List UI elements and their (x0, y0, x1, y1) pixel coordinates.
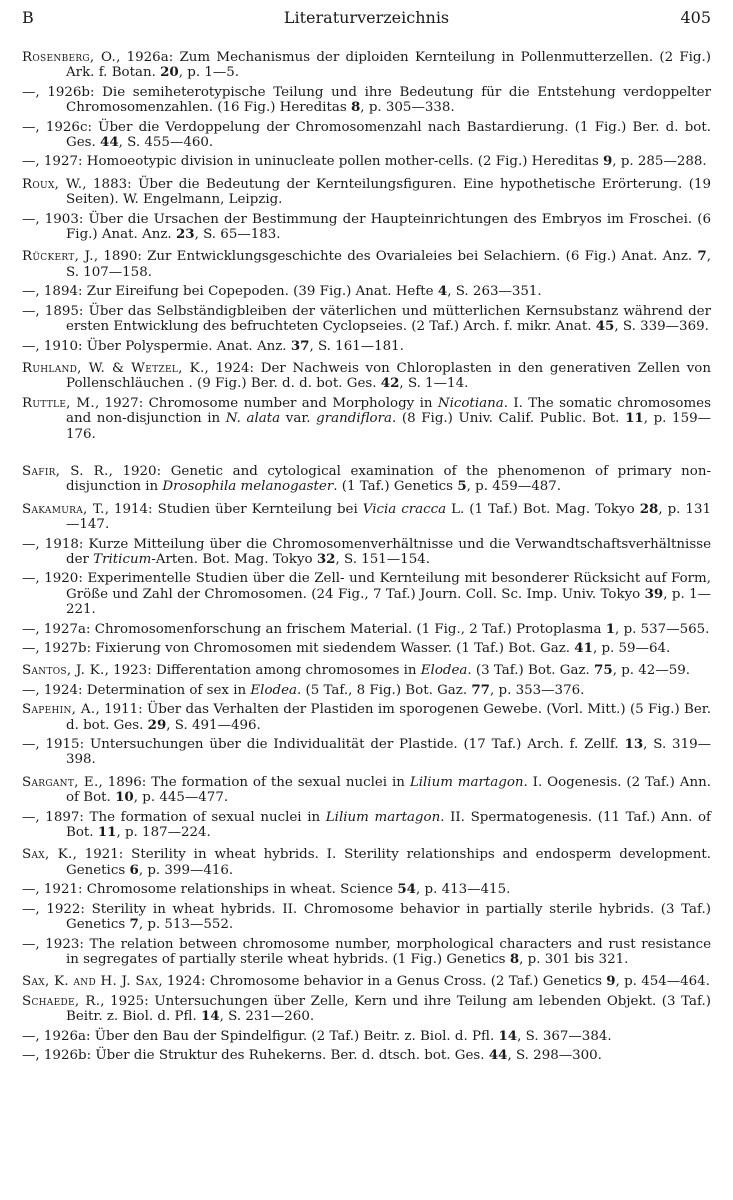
entry-text: Chromosomenforschung an frischem Material. (1 Fig., 2 Taf.) Protoplasma (94, 621, 602, 637)
entry-text: Über das Verhalten der Plastiden im sporogenen Gewebe. (Vorl. Mitt.) (5 Fig.) Ber. d. bot. Ges. (66, 702, 711, 733)
entry-year: 1890 (103, 249, 138, 265)
entry-volume: 29 (147, 716, 167, 733)
entry-year: 1883 (93, 176, 128, 192)
entry-author: — (22, 682, 36, 698)
entry-pages: S. 263—351. (455, 284, 542, 300)
entry-pages: S. 231—260. (228, 1009, 315, 1025)
entry-author: — (22, 84, 36, 100)
entry-author: Safir, S. R. (22, 463, 109, 479)
entry-text: Untersuchungen über die Individualität der Plastide. (17 Taf.) Arch. f. Zellf. (89, 737, 619, 753)
entry-volume: 39 (644, 585, 664, 602)
entry-volume: 23 (175, 226, 195, 243)
entry-year: 1918 (44, 536, 79, 552)
entry-taxon: Triticum (93, 551, 152, 567)
entry-text: Die semiheterotypische Teilung und ihre Bedeutung für die Entstehung verdoppelter Chromosomenzahlen. (16 Fig.) Hereditas (66, 84, 712, 116)
entry-text: . (5 Taf., 8 Fig.) Bot. Gaz. (297, 682, 468, 698)
entry-volume: 1 (605, 620, 616, 637)
entry-pages: p. 42—59. (621, 663, 691, 679)
entry-author: Sax, K. (22, 847, 73, 863)
entry-text: Chromosome relationships in wheat. Science (86, 882, 394, 898)
entry-text: Über die Bedeutung der Kernteilungsfiguren. Eine hypothetische Erörterung. (19 Seiten). W. Engelmann, Leipzig. (66, 176, 712, 208)
entry-author: — (22, 303, 36, 319)
entry-year: 1923 (113, 663, 148, 679)
entry-volume: 9 (606, 973, 616, 990)
entry-volume: 45 (595, 318, 615, 335)
entry-year: 1926c (45, 119, 88, 135)
page-number: 405 (680, 8, 711, 27)
entry-year: 1924 (215, 360, 250, 376)
entry-text: Fixierung von Chromosomen mit siedendem Wasser. (1 Taf.) Bot. Gaz. (95, 641, 571, 656)
entry-author: — (22, 571, 36, 587)
entry-text: Über die Ursachen der Bestimmung der Haupteinrichtungen des Embryos im Froschei. (6 Fig.) Anat. Anz. (66, 211, 711, 243)
entry-year: 1910 (43, 338, 78, 354)
entry-taxon: Elodea (250, 682, 297, 698)
entry-volume: 11 (97, 824, 117, 841)
entry-year: 1920 (122, 463, 157, 479)
entry-author: Roux, W. (22, 176, 83, 192)
entry-text: Sterility in wheat hybrids. I. Sterility relationships and endosperm development. Genetics (66, 847, 711, 878)
entry-text: Chromosome behavior in a Genus Cross. (2 Taf.) Genetics (209, 974, 602, 990)
entry-text: Chromosome number and Morphology in (148, 395, 433, 411)
entry-taxon: Elodea (420, 663, 468, 679)
entry-volume: 11 (625, 410, 644, 427)
entry-text: Sterility in wheat hybrids. II. Chromosome behavior in partially sterile hybrids. (3 Taf.) Genetics (66, 901, 711, 933)
entry-author: — (22, 641, 36, 656)
entry-text: Untersuchungen über Zelle, Kern und ihre Teilung am lebenden Objekt. (3 Taf.) Beitr. z. Biol. d. Pfl. (66, 993, 711, 1025)
entry-year: 1896 (107, 774, 142, 790)
bibliography-entry: —, 1926a: Über den Bau der Spindelfigur. (2 Taf.) Beitr. z. Biol. d. Pfl. 14, S. 367—384. (22, 1027, 612, 1044)
entry-author: Sakamura, T. (22, 501, 105, 517)
entry-volume: 54 (397, 881, 416, 898)
running-title: Literaturverzeichnis (283, 8, 450, 27)
entry-volume: 14 (498, 1027, 518, 1044)
entry-year: 1903 (44, 211, 79, 227)
entry-year: 1927 (104, 395, 139, 411)
entry-pages: p. 131—147. (66, 501, 711, 533)
entry-text: . (8 Fig.) Univ. Calif. Public. Bot. (392, 411, 620, 427)
bibliography-entry: —, 1923: The relation between chromosome number, morphological characters and rust resistance in segregates of partially sterile wheat hybrids. (1 Fig.) Genetics 8, p. 301 bis 321. (22, 936, 712, 967)
entry-year: 1897 (45, 809, 80, 825)
entry-author: Schaede, R. (22, 993, 101, 1009)
entry-text: . I. Oogenesis. (2 Taf.) Ann. of Bot. (66, 774, 711, 806)
bibliography-entry: —, 1910: Über Polyspermie. Anat. Anz. 37, S. 161—181. (22, 337, 404, 354)
entry-taxon: Lilium martagon (325, 809, 441, 825)
entry-year: 1895 (44, 303, 79, 319)
entry-year: 1925 (110, 993, 145, 1009)
entry-year: 1924 (166, 974, 201, 990)
entry-text: Determination of sex in (86, 682, 247, 698)
bibliography-entry: —, 1920: Experimentelle Studien über die Zell- und Kernteilung mit besonderer Rücksicht auf Form, Größe und Zahl der Chromosomen. (24 Fig., 7 Taf.) Journ. Coll. Sc. Imp. Univ. Tokyo 39, p. 1—221. (22, 571, 711, 618)
entry-text: Studien über Kernteilung bei (157, 501, 358, 517)
entry-volume: 5 (457, 478, 467, 495)
entry-pages: S. 455—460. (127, 135, 214, 151)
entry-text: . (1 Taf.) Genetics (333, 479, 454, 495)
entry-text: Über den Bau der Spindelfigur. (2 Taf.) Beitr. z. Biol. d. Pfl. (94, 1028, 495, 1044)
entry-text: . (3 Taf.) Bot. Gaz. (467, 663, 590, 679)
entry-taxon: grandiflora (316, 411, 392, 427)
entry-text: The formation of sexual nuclei in (89, 809, 321, 825)
entry-volume: 28 (639, 500, 659, 517)
entry-text: . I. The somatic chromosomes and non-disjunction in (66, 395, 711, 427)
entry-volume: 13 (624, 736, 644, 753)
entry-pages: p. 413—415. (424, 882, 511, 898)
entry-text: var. (285, 411, 311, 427)
entry-pages: S. 298—300. (515, 1047, 602, 1063)
entry-text: . II. Spermatogenesis. (11 Taf.) Ann. of Bot. (66, 809, 711, 841)
entry-volume: 7 (129, 916, 139, 933)
entry-year: 1923 (45, 936, 80, 952)
entry-author: — (22, 1047, 36, 1063)
entry-volume: 10 (115, 789, 134, 806)
entry-author: — (22, 936, 36, 952)
bibliography-entry: —, 1926b: Die semiheterotypische Teilung und ihre Bedeutung für die Entstehung verdoppelter Chromosomenzahlen. (16 Fig.) Hereditas 8, p. 305—338. (22, 84, 712, 116)
entry-author: — (22, 901, 36, 917)
entry-volume: 75 (594, 662, 613, 679)
entry-pages: p. 1—5. (187, 65, 240, 81)
entry-volume: 4 (437, 283, 448, 300)
entry-author: Santos, J. K. (22, 663, 105, 679)
entry-pages: S. 491—496. (174, 717, 261, 733)
bibliography-entry: —, 1897: The formation of sexual nuclei in Lilium martagon. II. Spermatogenesis. (11 Taf.) Ann. of Bot. 11, p. 187—224. (22, 809, 711, 841)
entry-volume: 41 (574, 640, 593, 656)
entry-pages: S. 339—369. (622, 319, 709, 335)
entry-taxon: Lilium martagon (409, 774, 524, 790)
entry-text: Über das Selbständigbleiben der väterlichen und mütterlichen Kernsubstanz während der ersten Entwicklung des befruchteten Cyclopseies. (2 Taf.) Arch. f. mikr. Anat. (66, 303, 711, 335)
entry-text: Homoeotypic division in uninucleate pollen mother-cells. (2 Fig.) Hereditas (86, 154, 599, 170)
entry-text: The relation between chromosome number, morphological characters and rust resistance in segregates of partially sterile wheat hybrids. (1 Fig.) Genetics (66, 936, 712, 967)
entry-author: Rosenberg, O. (22, 50, 117, 65)
bibliography-entry: Rosenberg, O., 1926a: Zum Mechanismus der diploiden Kernteilung in Pollenmutterzellen. (2 Fig.) Ark. f. Botan. 20, p. 1—5. (22, 50, 711, 81)
entry-year: 1922 (46, 901, 81, 917)
entry-volume: 8 (350, 99, 361, 116)
entry-year: 1926a (43, 1028, 86, 1044)
entry-volume: 8 (509, 950, 520, 967)
bibliography-entry: —, 1926b: Über die Struktur des Ruhekerns. Ber. d. dtsch. bot. Ges. 44, S. 298—300. (22, 1046, 602, 1063)
entry-pages: p. 445—477. (142, 790, 229, 806)
entry-pages: p. 301 bis 321. (527, 951, 629, 967)
entry-text: The formation of the sexual nuclei in (151, 774, 405, 790)
entry-year: 1927 (43, 154, 78, 170)
entry-author: — (22, 211, 36, 227)
entry-author: Ruhland, W. & Wetzel, K. (22, 360, 205, 376)
bibliography-entry: Ruttle, M., 1927: Chromosome number and Morphology in Nicotiana. I. The somatic chromosomes and non-disjunction in N. alata var. grandiflora. (8 Fig.) Univ. Calif. Public. Bot. 11, p. 159—176. (22, 395, 711, 442)
entry-pages: p. 285—288. (620, 154, 707, 170)
bibliography-entry: —, 1895: Über das Selbständigbleiben der väterlichen und mütterlichen Kernsubstanz während der ersten Entwicklung des befruchteten Cyclopseies. (2 Taf.) Arch. f. mikr. Anat. 45, S. 339—369. (22, 303, 711, 335)
entry-author: Sapehin, A. (22, 702, 96, 718)
entry-author: — (22, 338, 36, 354)
entry-taxon: Vicia cracca (362, 501, 447, 517)
entry-year: 1926a (126, 50, 169, 65)
entry-pages: p. 353—376. (498, 682, 585, 698)
entry-year: 1911 (104, 702, 139, 718)
entry-volume: 77 (471, 681, 490, 698)
bibliography-entry: —, 1903: Über die Ursachen der Bestimmung der Haupteinrichtungen des Embryos im Froschei. (6 Fig.) Anat. Anz. 23, S. 65—183. (22, 211, 711, 243)
entry-pages: p. 305—338. (368, 100, 455, 116)
entry-pages: S. 367—384. (525, 1028, 612, 1044)
entry-pages: p. 187—224. (124, 825, 211, 841)
entry-author: — (22, 284, 36, 300)
entry-pages: p. 59—64. (601, 641, 671, 656)
entry-taxon: Nicotiana (437, 395, 504, 411)
entry-text: Genetic and cytological examination of the phenomenon of primary non-disjunction in (66, 463, 711, 495)
entry-author: — (22, 737, 36, 753)
entry-author: — (22, 536, 36, 552)
entry-year: 1894 (43, 284, 78, 300)
entry-author: — (22, 809, 36, 825)
page-header (22, 8, 711, 32)
entry-pages: S. 107—158. (66, 264, 152, 280)
entry-volume: 20 (160, 64, 179, 81)
entry-text: Experimentelle Studien über die Zell- und Kernteilung mit besonderer Rücksicht auf Form, Größe und Zahl der Chromosomen. (24 Fig., 7 Taf.) Journ. Coll. Sc. Imp. Univ. Tokyo (66, 571, 711, 602)
entry-year: 1924 (43, 682, 78, 698)
entry-volume: 7 (697, 248, 707, 265)
entry-text: Differentation among chromosomes in (155, 663, 417, 679)
bibliography-entry: Sakamura, T., 1914: Studien über Kernteilung bei Vicia cracca L. (1 Taf.) Bot. Mag. Tokyo 28, p. 131—147. (22, 500, 711, 533)
entry-pages: p. 159—176. (66, 411, 711, 442)
entry-pages: p. 454—464. (624, 974, 710, 990)
entry-author: — (22, 882, 36, 898)
entry-text: Über die Struktur des Ruhekerns. Ber. d. dtsch. bot. Ges. (95, 1047, 485, 1063)
entry-text: Kurze Mitteilung über die Chromosomenverhältnisse und die Verwandtschaftsverhältnisse der (66, 536, 711, 567)
bibliography-list (22, 50, 711, 1067)
entry-pages: p. 1—221. (66, 586, 711, 618)
entry-year: 1920 (44, 571, 79, 587)
entry-author: — (22, 154, 36, 170)
entry-year: 1921 (84, 847, 119, 863)
bibliography-entry: —, 1921: Chromosome relationships in wheat. Science 54, p. 413—415. (22, 881, 511, 898)
entry-year: 1926b (47, 84, 90, 100)
entry-author: — (22, 621, 36, 637)
entry-volume: 6 (129, 861, 139, 878)
bibliography-entry: Santos, J. K., 1923: Differentation among chromosomes in Elodea. (3 Taf.) Bot. Gaz. 75, p. 42—59. (22, 662, 691, 679)
entry-pages: S. 1—14. (407, 376, 469, 392)
bibliography-entry: Roux, W., 1883: Über die Bedeutung der Kernteilungsfiguren. Eine hypothetische Erörterung. (19 Seiten). W. Engelmann, Leipzig. (22, 176, 712, 208)
entry-text: Über die Verdoppelung der Chromosomenzahl nach Bastardierung. (1 Fig.) Ber. d. bot. Ges. (66, 119, 711, 151)
entry-taxon: N. alata (225, 411, 281, 427)
entry-pages: p. 513—552. (147, 917, 234, 933)
entry-year: 1927a (43, 621, 86, 637)
entry-year: 1921 (43, 882, 78, 898)
entry-text: Zum Mechanismus der diploiden Kernteilung in Pollenmutterzellen. (2 Fig.) Ark. f. Botan. (66, 50, 711, 81)
entry-pages: S. 319—398. (66, 737, 711, 768)
bibliography-entry: Sax, K. and H. J. Sax, 1924: Chromosome behavior in a Genus Cross. (2 Taf.) Genetics 9, p. 454—464. (22, 973, 710, 990)
bibliography-entry: Ruhland, W. & Wetzel, K., 1924: Der Nachweis von Chloroplasten in den generativen Zellen von Pollenschläuchen . (9 Fig.) Ber. d. d. bot. Ges. 42, S. 1—14. (22, 360, 711, 392)
entry-taxon: Drosophila melanogaster (162, 479, 334, 495)
bibliography-entry: —, 1926c: Über die Verdoppelung der Chromosomenzahl nach Bastardierung. (1 Fig.) Ber. d. bot. Ges. 44, S. 455—460. (22, 119, 711, 151)
entry-text: Der Nachweis von Chloroplasten in den generativen Zellen von Pollenschläuchen . (9 Fig.) Ber. d. d. bot. Ges. (66, 360, 711, 392)
entry-year: 1914 (113, 501, 149, 517)
entry-volume: 14 (200, 1008, 220, 1025)
entry-author: Sax, K. and H. J. Sax (22, 974, 159, 990)
entry-volume: 32 (316, 550, 336, 567)
entry-volume: 44 (488, 1046, 508, 1063)
bibliography-entry: —, 1918: Kurze Mitteilung über die Chromosomenverhältnisse und die Verwandtschaftsverhältnisse der Triticum-Arten. Bot. Mag. Tokyo 32, S. 151—154. (22, 536, 711, 567)
section-letter: B (22, 8, 34, 27)
bibliography-entry: —, 1922: Sterility in wheat hybrids. II. Chromosome behavior in partially sterile hybrids. (3 Taf.) Genetics 7, p. 513—552. (22, 901, 711, 933)
entry-author: Rückert, J. (22, 249, 94, 265)
entry-pages: S. 161—181. (317, 338, 404, 354)
bibliography-entry: Schaede, R., 1925: Untersuchungen über Zelle, Kern und ihre Teilung am lebenden Objekt. (3 Taf.) Beitr. z. Biol. d. Pfl. 14, S. 231—260. (22, 993, 711, 1025)
bibliography-entry: —, 1927a: Chromosomenforschung an frischem Material. (1 Fig., 2 Taf.) Protoplasma 1, p. 537—565. (22, 620, 710, 637)
bibliography-entry: Sapehin, A., 1911: Über das Verhalten der Plastiden im sporogenen Gewebe. (Vorl. Mitt.) (5 Fig.) Ber. d. bot. Ges. 29, S. 491—496. (22, 702, 711, 733)
bibliography-entry: —, 1924: Determination of sex in Elodea. (5 Taf., 8 Fig.) Bot. Gaz. 77, p. 353—376. (22, 681, 585, 698)
entry-year: 1915 (45, 737, 80, 753)
entry-text: Zur Entwicklungsgeschichte des Ovarialeies bei Selachiern. (6 Fig.) Anat. Anz. (147, 249, 693, 265)
entry-text: Über Polyspermie. Anat. Anz. (86, 338, 287, 354)
entry-text: -Arten. Bot. Mag. Tokyo (151, 551, 313, 567)
bibliography-entry: Sax, K., 1921: Sterility in wheat hybrids. I. Sterility relationships and endosperm development. Genetics 6, p. 399—416. (22, 847, 711, 878)
entry-author: — (22, 119, 36, 135)
entry-text: Zur Eireifung bei Copepoden. (39 Fig.) Anat. Hefte (86, 284, 434, 300)
entry-year: 1927b (43, 641, 87, 656)
bibliography-entry: —, 1894: Zur Eireifung bei Copepoden. (39 Fig.) Anat. Hefte 4, S. 263—351. (22, 283, 542, 300)
bibliography-entry: Sargant, E., 1896: The formation of the sexual nuclei in Lilium martagon. I. Oogenesis. (2 Taf.) Ann. of Bot. 10, p. 445—477. (22, 774, 711, 806)
entry-year: 1926b (43, 1047, 87, 1063)
entry-pages: S. 151—154. (344, 551, 430, 567)
bibliography-entry: —, 1927: Homoeotypic division in uninucleate pollen mother-cells. (2 Fig.) Hereditas 9, p. 285—288. (22, 153, 707, 170)
entry-volume: 44 (100, 134, 119, 151)
entry-author: Sargant, E. (22, 774, 99, 790)
entry-volume: 37 (290, 337, 310, 354)
entry-volume: 42 (380, 375, 400, 392)
entry-pages: p. 399—416. (147, 862, 234, 878)
bibliography-entry: —, 1927b: Fixierung von Chromosomen mit siedendem Wasser. (1 Taf.) Bot. Gaz. 41, p. 59—64. (22, 640, 671, 656)
entry-pages: S. 65—183. (203, 227, 281, 243)
entry-author: Ruttle, M. (22, 395, 95, 411)
bibliography-entry: Rückert, J., 1890: Zur Entwicklungsgeschichte des Ovarialeies bei Selachiern. (6 Fig.) Anat. Anz. 7, S. 107—158. (22, 248, 711, 280)
entry-pages: p. 459—487. (475, 479, 562, 495)
entry-volume: 9 (602, 153, 613, 170)
entry-pages: p. 537—565. (623, 621, 710, 637)
entry-author: — (22, 1028, 36, 1044)
bibliography-entry: Safir, S. R., 1920: Genetic and cytological examination of the phenomenon of primary non-disjunction in Drosophila melanogaster. (1 Taf.) Genetics 5, p. 459—487. (22, 463, 711, 495)
bibliography-entry: —, 1915: Untersuchungen über die Individualität der Plastide. (17 Taf.) Arch. f. Zellf. 13, S. 319—398. (22, 736, 711, 768)
entry-text: L. (1 Taf.) Bot. Mag. Tokyo (451, 501, 635, 517)
